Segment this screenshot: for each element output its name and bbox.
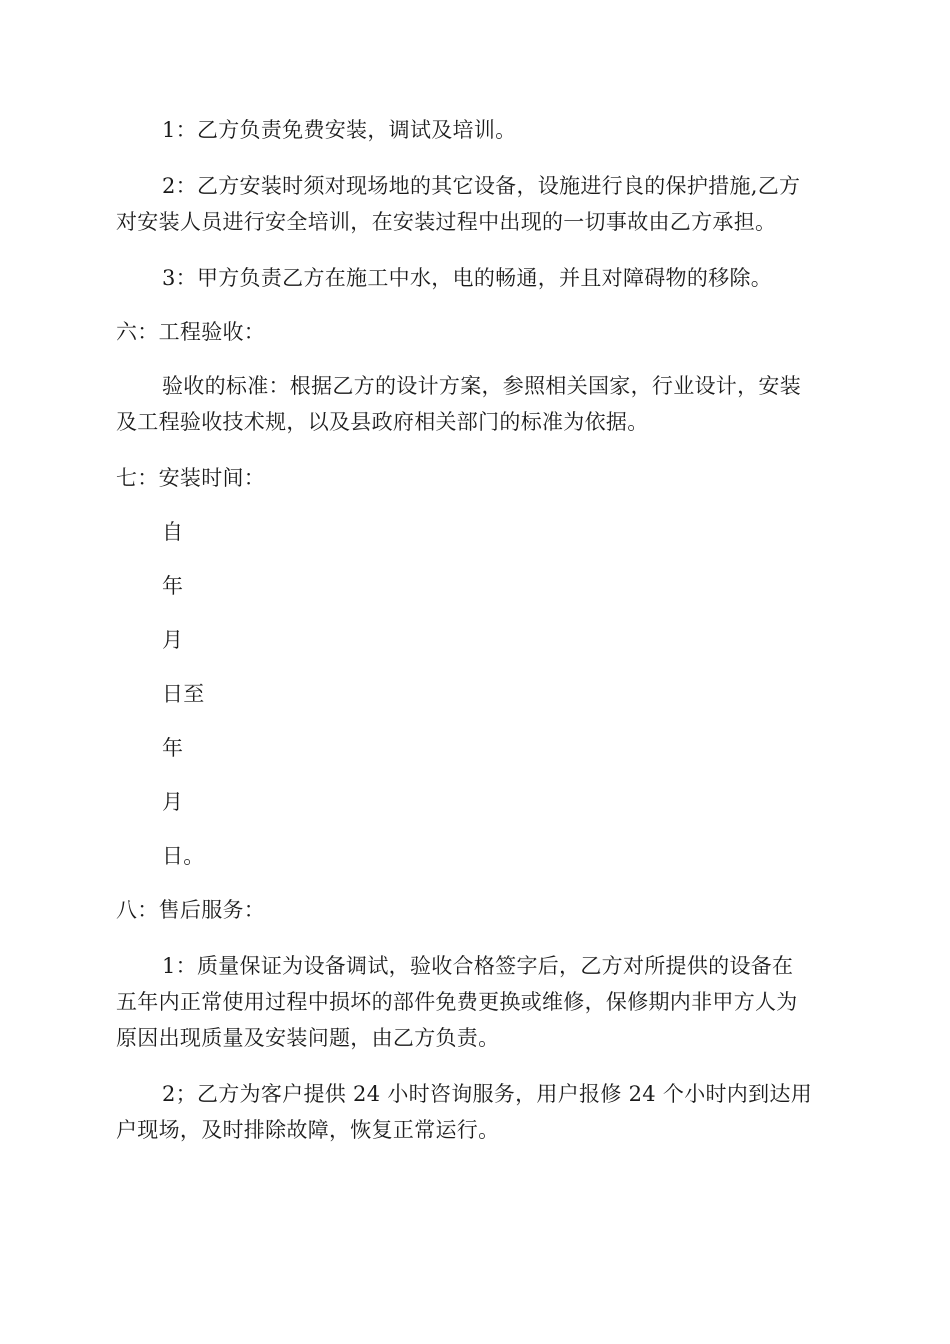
acceptance-heading: 六：工程验收：: [116, 320, 266, 344]
install-time-part: 日至: [162, 682, 205, 706]
after-sales-item-2-line-1: 2；乙方为客户提供 24 小时咨询服务，用户报修 24 个小时内到达用: [162, 1082, 813, 1106]
install-time-part: 日。: [162, 844, 205, 868]
after-sales-item-1-line-2: 五年内正常使用过程中损坏的部件免费更换或维修，保修期内非甲方人为: [116, 990, 798, 1014]
install-item-3: 3：甲方负责乙方在施工中水，电的畅通，并且对障碍物的移除。: [162, 266, 773, 290]
install-time-part: 月: [162, 790, 184, 814]
install-time-part: 年: [162, 736, 184, 760]
install-time-part: 年: [162, 574, 184, 598]
install-time-part: 月: [162, 628, 184, 652]
after-sales-item-1-line-1: 1：质量保证为设备调试，验收合格签字后，乙方对所提供的设备在: [162, 954, 794, 978]
install-time-heading: 七：安装时间：: [116, 466, 266, 490]
install-time-part: 自: [162, 520, 184, 544]
after-sales-item-1-line-3: 原因出现质量及安装问题，由乙方负责。: [116, 1026, 500, 1050]
install-item-2-line-2: 对安装人员进行安全培训，在安装过程中出现的一切事故由乙方承担。: [116, 210, 777, 234]
acceptance-text-line-1: 验收的标准：根据乙方的设计方案，参照相关国家，行业设计，安装: [162, 374, 801, 398]
install-item-2-line-1: 2：乙方安装时须对现场地的其它设备，设施进行良的保护措施,乙方: [162, 174, 801, 198]
after-sales-heading: 八：售后服务：: [116, 898, 266, 922]
after-sales-item-2-line-2: 户现场，及时排除故障，恢复正常运行。: [116, 1118, 500, 1142]
install-item-1: 1：乙方负责免费安装，调试及培训。: [162, 118, 517, 142]
acceptance-text-line-2: 及工程验收技术规，以及县政府相关部门的标准为依据。: [116, 410, 649, 434]
